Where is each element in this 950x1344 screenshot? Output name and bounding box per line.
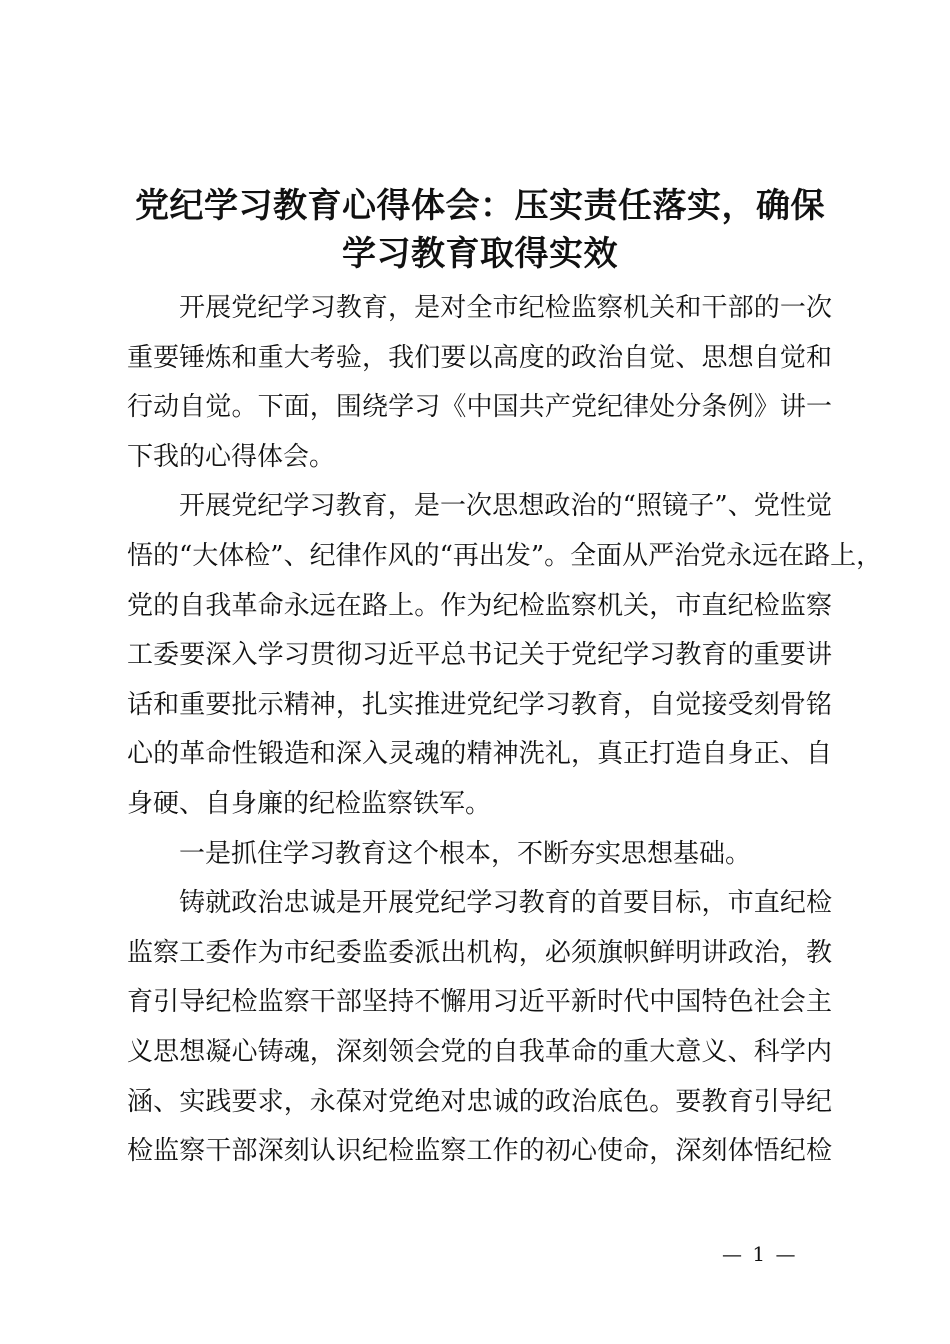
paragraph — [127, 482, 883, 829]
text-line: 涵、实践要求，永葆对党绝对忠诚的政治底色。要教育引导纪 — [127, 1086, 832, 1117]
text-line: 下我的心得体会。 — [127, 441, 336, 472]
document-title — [110, 182, 850, 278]
text-line: 话和重要批示精神，扎实推进党纪学习教育，自觉接受刻骨铭 — [127, 689, 832, 720]
text-line: 铸就政治忠诚是开展党纪学习教育的首要目标，市直纪检 — [179, 888, 832, 919]
text-line: 心的革命性锻造和深入灵魂的精神洗礼，真正打造自身正、自 — [127, 739, 832, 770]
text-line: 党的自我革命永远在路上。作为纪检监察机关，市直纪检监察 — [127, 590, 832, 621]
page-number: — 1 — — [722, 1242, 798, 1266]
text-line: 检监察干部深刻认识纪检监察工作的初心使命，深刻体悟纪检 — [127, 1136, 832, 1167]
section-heading — [127, 830, 832, 880]
text-line: 身硬、自身廉的纪检监察铁军。 — [127, 788, 492, 819]
text-line: 工委要深入学习贯彻习近平总书记关于党纪学习教育的重要讲 — [127, 640, 832, 671]
text-line: 行动自觉。下面，围绕学习《中国共产党纪律处分条例》讲一 — [127, 392, 832, 423]
title-line: 学习教育取得实效 — [342, 234, 618, 274]
text-line: 悟的“大体检”、纪律作风的“再出发”。全面从严治党永远在路上， — [127, 540, 883, 571]
text-line: 重要锤炼和重大考验，我们要以高度的政治自觉、思想自觉和 — [127, 342, 832, 373]
text-line: 一是抓住学习教育这个根本，不断夯实思想基础。 — [179, 838, 752, 869]
title-line: 党纪学习教育心得体会：压实责任落实，确保 — [135, 186, 825, 226]
text-line: 监察工委作为市纪委监委派出机构，必须旗帜鲜明讲政治，教 — [127, 937, 832, 968]
paragraph — [127, 284, 832, 482]
document-body — [127, 284, 883, 1177]
text-line: 义思想凝心铸魂，深刻领会党的自我革命的重大意义、科学内 — [127, 1036, 832, 1067]
text-line: 开展党纪学习教育，是一次思想政治的“照镜子”、党性觉 — [179, 491, 832, 522]
paragraph — [127, 879, 832, 1177]
text-line: 育引导纪检监察干部坚持不懈用习近平新时代中国特色社会主 — [127, 987, 832, 1018]
text-line: 开展党纪学习教育，是对全市纪检监察机关和干部的一次 — [179, 293, 832, 323]
